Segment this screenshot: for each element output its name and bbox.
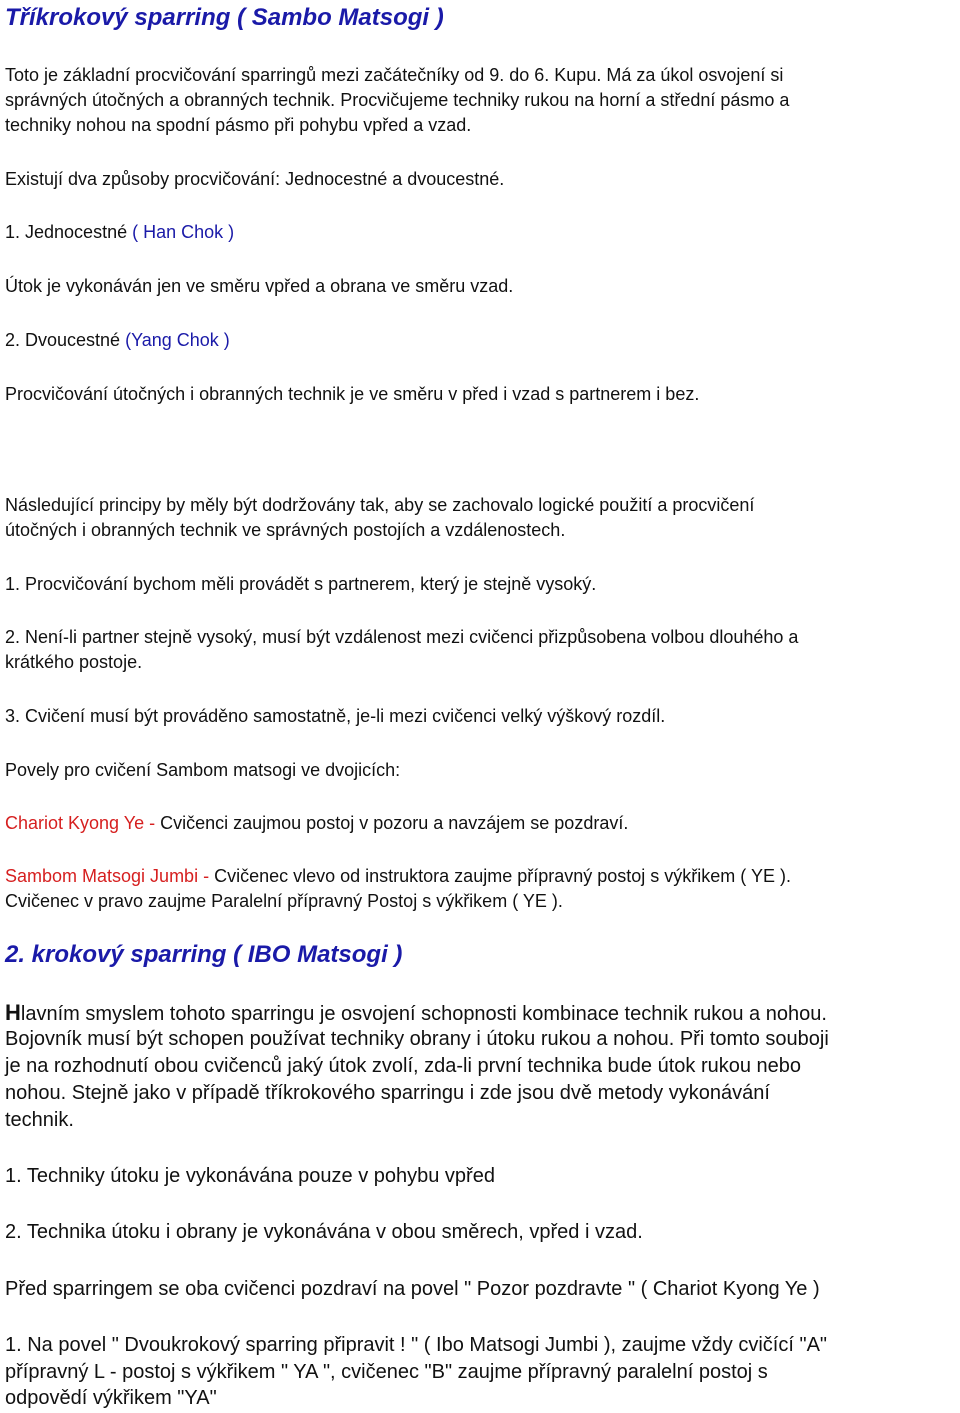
command-2-description: Cvičenec vlevo od instruktora zaujme přípravný postoj s výkřikem ( YE ). [214, 866, 791, 886]
way-1-heading [5, 220, 234, 245]
method-1: 1. Techniky útoku je vykonávána pouze v pohybu vpřed [5, 1165, 495, 1187]
intro-line-3: techniky nohou na spodní pásmo při pohybu vpřed a vzad. [5, 115, 472, 135]
step-1-line-3: odpovědí výkřikem "YA" [5, 1387, 217, 1409]
command-2 [5, 864, 791, 889]
rule-2-line-1: 2. Není-li partner stejně vysoký, musí být vzdálenost mezi cvičenci přizpůsobena volbou dlouhého a [5, 627, 799, 647]
way-1-term: ( Han Chok ) [127, 222, 235, 242]
way-2-description: Procvičování útočných i obranných technik je ve směru v před i vzad s partnerem i bez. [5, 384, 700, 404]
intro-line-2: správných útočných a obranných technik. Procvičujeme techniky rukou na horní a střední pásmo a [5, 90, 790, 110]
rule-3: 3. Cvičení musí být prováděno samostatně, je-li mezi cvičenci velký výškový rozdíl. [5, 706, 666, 726]
drop-initial: H [5, 1000, 21, 1025]
way-2-term: (Yang Chok ) [120, 330, 230, 350]
rule-1: 1. Procvičování bychom měli provádět s partnerem, který je stejně vysoký. [5, 574, 597, 594]
step-1-line-1: 1. Na povel " Dvoukrokový sparring připravit ! " ( Ibo Matsogi Jumbi ), zaujme vždy cvičící "A" [5, 1334, 828, 1356]
command-2-description-continued: Cvičenec v pravo zaujme Paralelní přípravný Postoj s výkřikem ( YE ). [5, 891, 563, 911]
principles-line-1: Následující principy by měly být dodržovány tak, aby se zachovalo logické použití a procvičení [5, 495, 755, 515]
section-2-body-line-1: Bojovník musí být schopen používat techniky obrany i útoku rukou a nohou. Při tomto souboji [5, 1028, 829, 1050]
command-1 [5, 811, 628, 836]
command-1-description: Cvičenci zaujmou postoj v pozoru a navzájem se pozdraví. [160, 813, 629, 833]
way-1-label: 1. Jednocestné [5, 222, 128, 242]
command-1-term: Chariot Kyong Ye - [5, 813, 161, 833]
section-2-body-line-3: nohou. Stejně jako v případě tříkrokového sparringu i zde jsou dvě metody vykonávání [5, 1082, 770, 1104]
rule-2-line-2: krátkého postoje. [5, 652, 143, 672]
section-2-body-line-4: technik. [5, 1109, 74, 1131]
section-2-lead [5, 999, 827, 1028]
ways-paragraph: Existují dva způsoby procvičování: Jednocestné a dvoucestné. [5, 169, 505, 189]
section-2-body-line-2: je na rozhodnutí obou cvičenců jaký útok zvolí, zda-li první technika bude útok rukou nebo [5, 1055, 802, 1077]
way-2-heading [5, 328, 230, 353]
way-1-description: Útok je vykonáván jen ve směru vpřed a obrana ve směru vzad. [5, 276, 514, 296]
command-2-term: Sambom Matsogi Jumbi - [5, 866, 215, 886]
principles-line-2: útočných i obranných technik ve správných postojích a vzdálenostech. [5, 520, 566, 540]
intro-line-1: Toto je základní procvičování sparringů mezi začátečníky od 9. do 6. Kupu. Má za úkol osvojení si [5, 65, 784, 85]
step-1-line-2: přípravný L - postoj s výkřikem " YA ", cvičenec "B" zaujme přípravný paralelní postoj s [5, 1361, 768, 1383]
section-1-title: Tříkrokový sparring ( Sambo Matsogi ) [5, 4, 444, 31]
method-2: 2. Technika útoku i obrany je vykonávána v obou směrech, vpřed i vzad. [5, 1221, 643, 1243]
section-2-title: 2. krokový sparring ( IBO Matsogi ) [5, 941, 403, 968]
lead-text: lavním smyslem tohoto sparringu je osvojení schopnosti kombinace technik rukou a nohou. [20, 1003, 827, 1025]
way-2-label: 2. Dvoucestné [5, 330, 121, 350]
commands-intro: Povely pro cvičení Sambom matsogi ve dvojicích: [5, 760, 401, 780]
greeting-paragraph: Před sparringem se oba cvičenci pozdraví na povel " Pozor pozdravte " ( Chariot Kyong Ye ) [5, 1278, 820, 1300]
